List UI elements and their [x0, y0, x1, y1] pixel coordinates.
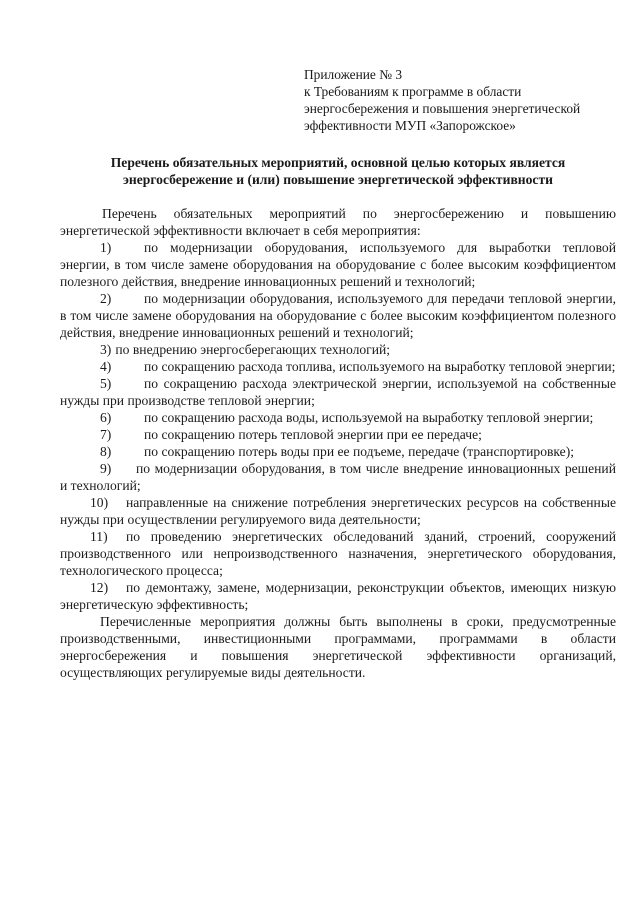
item-text: по проведению энергетических обследований зданий, строений, сооружений производственного или непроизводственного назначения, энергетического оборудования, технологического процесса; — [60, 529, 616, 578]
item-number: 11) — [90, 529, 108, 544]
item-text: по демонтажу, замене, модернизации, реконструкции объектов, имеющих низкую энергетическую эффективность; — [60, 580, 616, 612]
item-number: 5) — [100, 376, 112, 391]
list-item — [60, 443, 616, 460]
item-number: 7) — [100, 427, 112, 442]
item-text: по модернизации оборудования, используемого для выработки тепловой энергии, в том числе замене оборудования на оборудование с более высоким коэффициентом полезного действия, внедрение инновационных решений и технологий; — [60, 240, 616, 289]
item-text: по сокращению расхода воды, используемой на выработку тепловой энергии; — [144, 410, 594, 425]
item-number: 1) — [100, 240, 112, 255]
appendix-line: к Требованиям к программе в области — [304, 84, 522, 99]
document-title — [60, 154, 616, 188]
closing-paragraph: Перечисленные мероприятия должны быть выполнены в сроки, предусмотренные производственными, инвестиционными программами, программами в области энергосбережения и повышения энергетической эффективности организаций, осуществляющих регулируемые виды деятельности. — [60, 614, 616, 680]
item-text: по сокращению потерь тепловой энергии при ее передаче; — [144, 427, 482, 442]
list-item — [60, 290, 616, 341]
item-text: по сокращению потерь воды при ее подъеме, передаче (транспортировке); — [144, 444, 575, 459]
title-line: энергосбережение и (или) повышение энергетической эффективности — [123, 172, 553, 187]
list-item — [60, 375, 616, 409]
item-text: по сокращению расхода электрической энергии, используемой на собственные нужды при производстве тепловой энергии; — [60, 376, 616, 408]
list-item — [60, 494, 616, 528]
list-item — [60, 579, 616, 613]
item-number: 2) — [100, 291, 112, 306]
item-number: 12) — [90, 580, 109, 595]
item-text: направленные на снижение потребления энергетических ресурсов на собственные нужды при осуществлении регулируемого вида деятельности; — [60, 495, 616, 527]
list-item — [60, 358, 616, 375]
list-item — [60, 341, 616, 358]
list-item — [60, 409, 616, 426]
item-number: 8) — [100, 444, 112, 459]
appendix-line: Приложение № 3 — [304, 67, 403, 82]
item-text: по модернизации оборудования, используемого для передачи тепловой энергии, в том числе замене оборудования на оборудование с более высоким коэффициентом полезного действия, внедрение инновационных решений и технологий; — [60, 291, 616, 340]
intro-paragraph: Перечень обязательных мероприятий по энергосбережению и повышению энергетической эффективности включает в себя мероприятия: — [60, 206, 616, 238]
list-item — [60, 460, 616, 494]
appendix-note — [304, 66, 624, 134]
title-line: Перечень обязательных мероприятий, основной целью которых является — [110, 155, 566, 170]
item-text: по внедрению энергосберегающих технологий; — [115, 342, 391, 357]
item-number: 10) — [90, 495, 109, 510]
list-item — [60, 528, 616, 579]
item-number: 6) — [100, 410, 112, 425]
item-number: 9) — [100, 461, 112, 476]
item-number: 4) — [100, 359, 112, 374]
document-body — [60, 205, 616, 681]
appendix-line: эффективности МУП «Запорожское» — [304, 118, 516, 133]
list-item — [60, 426, 616, 443]
item-text: по модернизации оборудования, в том числе внедрение инновационных решений и технологий; — [60, 461, 616, 493]
item-text: по сокращению расхода топлива, используемого на выработку тепловой энергии; — [144, 359, 616, 374]
item-number: 3) — [100, 342, 112, 357]
appendix-line: энергосбережения и повышения энергетической — [304, 101, 581, 116]
list-item — [60, 239, 616, 290]
